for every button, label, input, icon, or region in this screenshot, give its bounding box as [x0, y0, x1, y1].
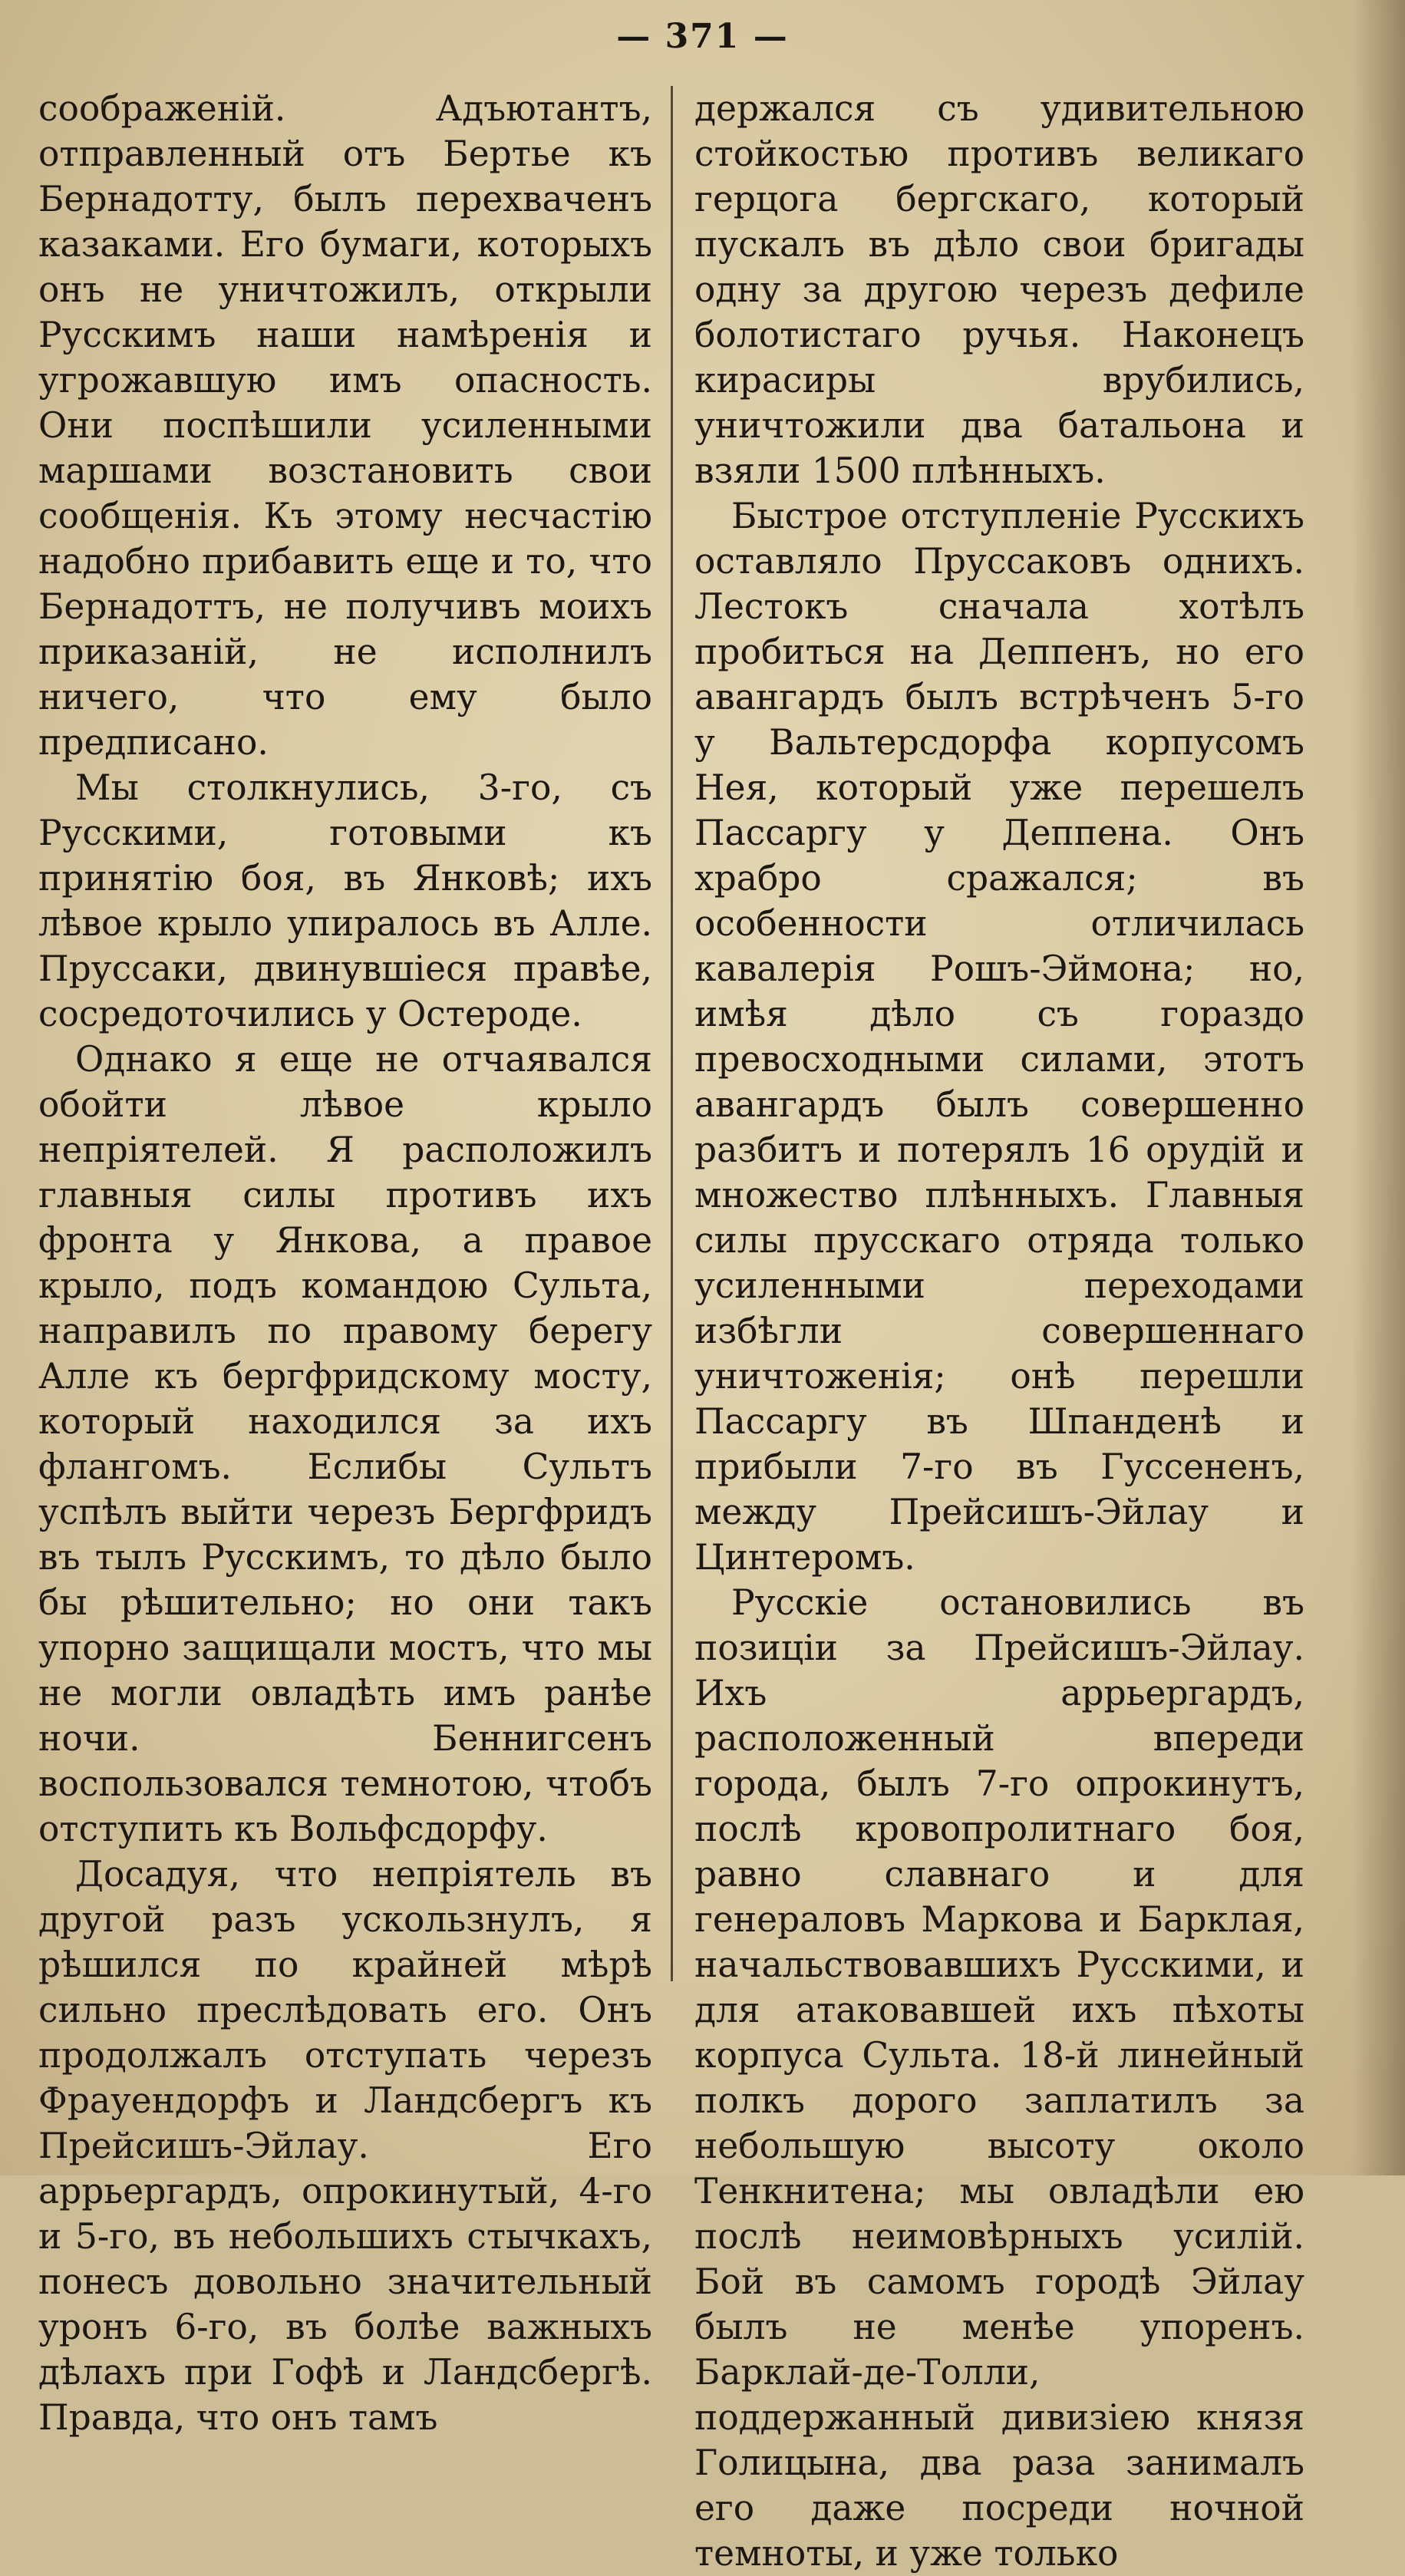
right-column	[694, 86, 1304, 2576]
left-column	[38, 86, 652, 2440]
page-edge-shadow	[1351, 0, 1405, 2175]
paragraph: Мы столкнулись, 3-го, съ Русскими, готовыми къ принятію боя, въ Янковѣ; ихъ лѣвое крыло упиралось въ Алле. Пруссаки, двинувшіеся правѣе, сосредоточились у Остероде.	[38, 767, 652, 1034]
column-divider	[671, 86, 673, 1981]
paragraph: держался съ удивительною стойкостью противъ великаго герцога бергскаго, который пускалъ въ дѣло свои бригады одну за другою черезъ дефиле болотистаго ручья. Наконецъ кирасиры врубились, уничтожили два батальона и взяли 1500 плѣнныхъ.	[694, 88, 1304, 491]
paragraph: соображеній. Адъютантъ, отправленный отъ Бертье къ Бернадотту, былъ перехваченъ казаками. Его бумаги, которыхъ онъ не уничтожилъ, открыли Русскимъ наши намѣренія и угрожавшую имъ опасность. Они поспѣшили усиленными маршами возстановить свои сообщенія. Къ этому несчастію надобно прибавить еще и то, что Бернадоттъ, не получивъ моихъ приказаній, не исполнилъ ничего, что ему было предписано.	[38, 88, 652, 763]
paragraph: Досадуя, что непріятель въ другой разъ ускользнулъ, я рѣшился по крайней мѣрѣ сильно преслѣдовать его. Онъ продолжалъ отступать черезъ Фрауендорфъ и Ландсбергъ къ Прейсишъ-Эйлау. Его аррьергардъ, опрокинутый, 4-го и 5-го, въ небольшихъ стычкахъ, понесъ довольно значительный уронъ 6-го, въ болѣе важныхъ дѣлахъ при Гофѣ и Ландсбергѣ. Правда, что онъ тамъ	[38, 1854, 652, 2438]
page-number: — 371 —	[616, 17, 789, 56]
paragraph: Однако я еще не отчаявался обойти лѣвое крыло непріятелей. Я расположилъ главныя силы противъ ихъ фронта у Янкова, а правое крыло, подъ командою Сульта, направилъ по правому берегу Алле къ бергфридскому мосту, который находился за ихъ флангомъ. Еслибы Сультъ успѣлъ выйти черезъ Бергфридъ въ тылъ Русскимъ, то дѣло было бы рѣшительно; но они такъ упорно защищали мостъ, что мы не могли овладѣть имъ ранѣе ночи. Беннигсенъ воспользовался темнотою, чтобъ отступить къ Вольфсдорфу.	[38, 1039, 652, 1849]
paragraph: Русскіе остановились въ позиціи за Прейсишъ-Эйлау. Ихъ аррьергардъ, расположенный впереди города, былъ 7-го опрокинутъ, послѣ кровопролитнаго боя, равно славнаго и для генераловъ Маркова и Барклая, начальствовавшихъ Русскими, и для атаковавшей ихъ пѣхоты корпуса Сульта. 18-й линейный полкъ дорого заплатилъ за небольшую высоту около Тенкнитена; мы овладѣли ею послѣ неимовѣрныхъ усилій. Бой въ самомъ городѣ Эйлау былъ не менѣе упоренъ. Барклай-де-Толли, поддержанный дивизіею князя Голицына, два раза занималъ его даже посреди ночной темноты, и уже только	[694, 1582, 1304, 2574]
paragraph: Быстрое отступленіе Русскихъ оставляло Пруссаковъ однихъ. Лестокъ сначала хотѣлъ пробиться на Деппенъ, но его авангардъ былъ встрѣченъ 5-го у Вальтерсдорфа корпусомъ Нея, который уже перешелъ Пассаргу у Деппена. Онъ храбро сражался; въ особенности отличилась кавалерія Рошъ-Эймона; но, имѣя дѣло съ гораздо превосходными силами, этотъ авангардъ былъ совершенно разбитъ и потерялъ 16 орудій и множество плѣнныхъ. Главныя силы прусскаго отряда только усиленными переходами избѣгли совершеннаго уничтоженія; онѣ перешли Пассаргу въ Шпанденѣ и прибыли 7-го въ Гуссененъ, между Прейсишъ-Эйлау и Цинтеромъ.	[694, 496, 1304, 1578]
